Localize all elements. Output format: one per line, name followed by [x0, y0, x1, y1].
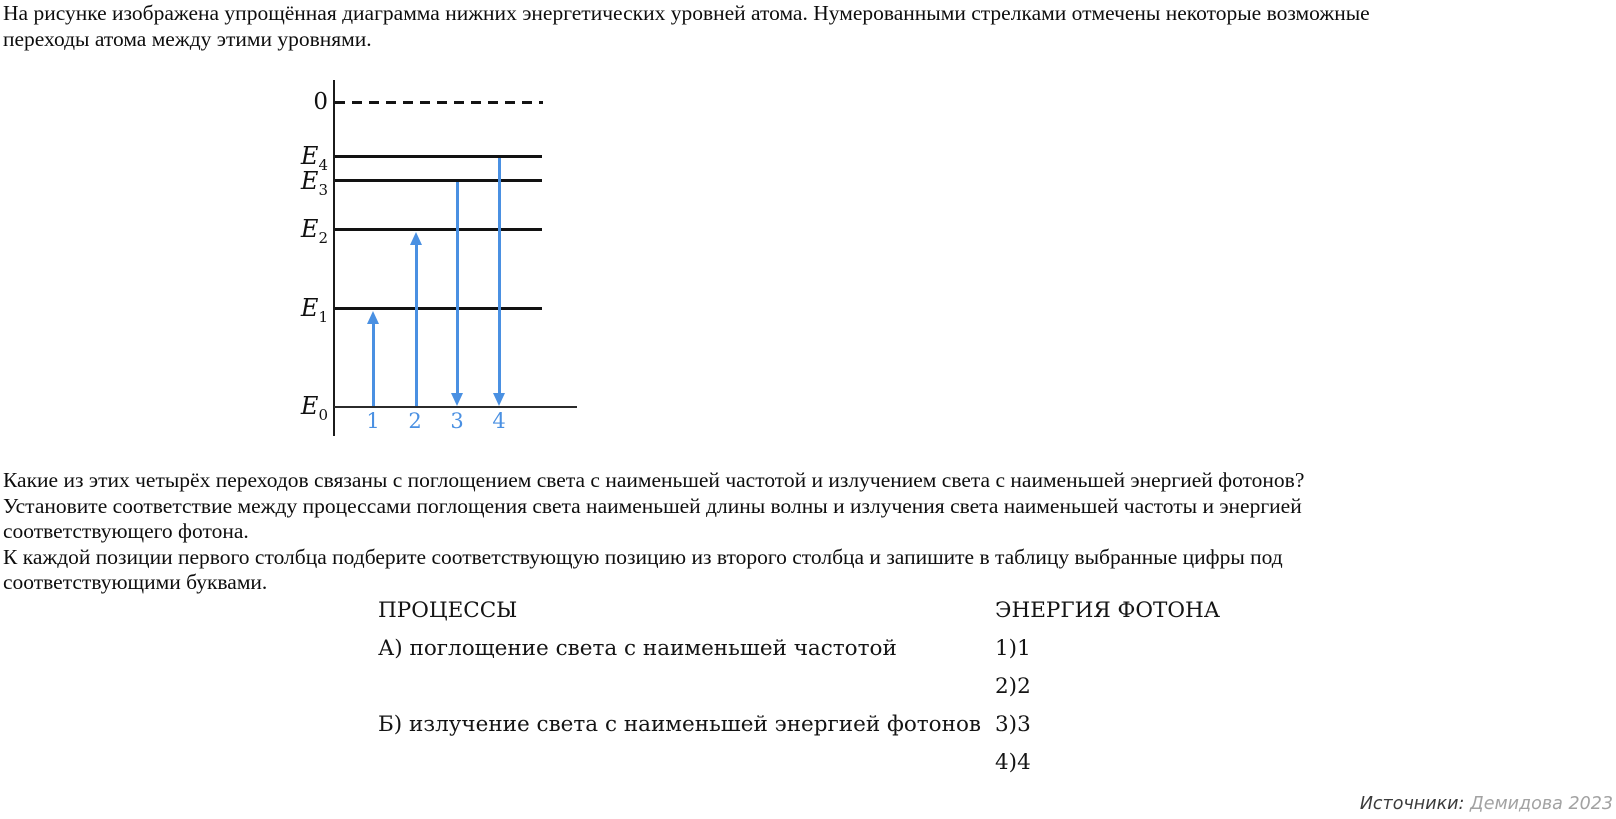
level-label-e4-base: E: [300, 142, 319, 170]
transition-arrow-3-down-icon: [451, 182, 463, 406]
match-item-a: А) поглощение света с наименьшей частотой: [378, 636, 897, 661]
match-option-4: 4)4: [995, 750, 1031, 775]
level-label-e2-sub: 2: [318, 228, 328, 247]
level-label-e4-sub: 4: [318, 155, 328, 174]
level-label-e0: [268, 393, 328, 428]
energy-axis-line: [333, 80, 335, 436]
level-label-e3-base: E: [300, 167, 319, 195]
level-label-e1-base: E: [300, 294, 319, 322]
transition-number-3: 3: [450, 409, 464, 433]
arrow-1-shaft: [372, 322, 375, 406]
level-line-e3: [335, 179, 542, 182]
arrow-4-shaft: [498, 158, 501, 395]
transition-number-2: 2: [408, 409, 422, 433]
level-label-e3: [268, 168, 328, 203]
source-value: Демидова 2023: [1470, 794, 1613, 814]
level-label-e2-base: E: [300, 215, 319, 243]
match-table-left-header: ПРОЦЕССЫ: [378, 598, 518, 623]
level-line-e1: [335, 307, 542, 310]
match-item-b: Б) излучение света с наименьшей энергией фотонов: [378, 712, 981, 737]
level-label-e3-sub: 3: [318, 180, 328, 199]
match-option-2: 2)2: [995, 674, 1031, 699]
transition-arrow-1-up-icon: [367, 311, 379, 406]
match-option-1: 1)1: [995, 636, 1031, 661]
match-option-3: 3)3: [995, 712, 1031, 737]
level-label-e1: [268, 295, 328, 330]
level-label-e2: [268, 216, 328, 251]
source-attribution: [1360, 794, 1613, 814]
level-label-e1-sub: 1: [318, 307, 328, 326]
question-line-2: Установите соответствие между процессами поглощения света наименьшей длины волны и излучения света наименьшей частоты и энергией: [3, 493, 1302, 518]
level-line-e0: [334, 406, 577, 408]
intro-line-1: На рисунке изображена упрощённая диаграмма нижних энергетических уровней атома. Нумерованными стрелками отмечены некоторые возможные: [3, 1, 1370, 25]
arrow-3-shaft: [456, 182, 459, 395]
question-line-4: К каждой позиции первого столбца подберите соответствующую позицию из второго столбца и запишите в таблицу выбранные цифры под: [3, 544, 1283, 569]
zero-level-label: 0: [313, 89, 328, 115]
question-line-3: соответствующего фотона.: [3, 519, 249, 543]
question-line-5: соответствующими буквами.: [3, 570, 268, 594]
question-line-1: Какие из этих четырёх переходов связаны с поглощением света с наименьшей частотой и излучением света с наименьшей энергией фотонов?: [3, 468, 1305, 492]
level-label-e0-sub: 0: [318, 405, 328, 424]
match-table-right-header: ЭНЕРГИЯ ФОТОНА: [995, 598, 1221, 623]
energy-level-diagram: [0, 0, 620, 450]
transition-number-4: 4: [492, 409, 506, 433]
zero-level-dashed-line: [335, 101, 543, 104]
arrow-2-shaft: [415, 243, 418, 406]
transition-number-1: 1: [366, 409, 380, 433]
source-label: Источники:: [1359, 794, 1465, 814]
level-label-e0-base: E: [300, 392, 319, 420]
transition-arrow-4-down-icon: [493, 158, 505, 406]
level-line-e4: [335, 155, 542, 158]
level-line-e2: [335, 228, 542, 231]
question-paragraph: [3, 468, 1304, 596]
transition-arrow-2-up-icon: [410, 232, 422, 406]
intro-line-2: переходы атома между этими уровнями.: [3, 26, 372, 51]
